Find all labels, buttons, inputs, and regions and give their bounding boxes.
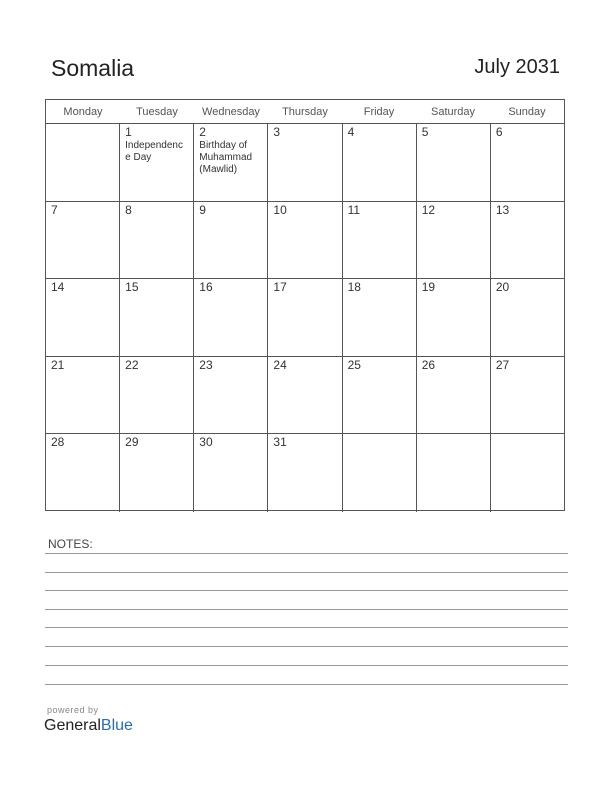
day-number: 6: [495, 125, 503, 139]
day-cell: [417, 279, 491, 356]
weekday-header: Tuesday: [136, 106, 178, 118]
day-number: 18: [347, 280, 361, 295]
day-cell: [120, 124, 194, 201]
day-cell: [194, 357, 268, 434]
notes-label: NOTES:: [48, 537, 93, 551]
day-number: 9: [199, 202, 206, 217]
day-number: 26: [421, 357, 436, 372]
day-number: 21: [51, 357, 65, 372]
note-line: [45, 665, 568, 666]
day-cell: [343, 434, 417, 512]
day-cell: [120, 202, 194, 279]
note-line: [45, 572, 568, 573]
note-line: [45, 609, 568, 610]
day-number: 22: [125, 357, 139, 372]
day-cell: [417, 357, 491, 434]
day-cell: [46, 434, 120, 512]
calendar-month-title: July 2031: [474, 56, 560, 78]
day-cell: [343, 202, 417, 279]
day-cell: [194, 279, 268, 356]
weekday-header: Saturday: [430, 106, 476, 118]
week-row: [46, 279, 564, 357]
day-number: 2: [199, 125, 206, 139]
day-cell: [491, 279, 564, 356]
week-row: [46, 202, 564, 280]
day-cell: [46, 279, 120, 356]
day-cell: [491, 357, 564, 434]
day-cell: [268, 279, 342, 356]
day-number: 31: [273, 435, 287, 450]
day-cell: [343, 124, 417, 201]
week-row: [46, 124, 564, 202]
powered-by-text: powered by: [47, 705, 99, 715]
day-number: 27: [495, 357, 510, 372]
weekday-header: Sunday: [508, 106, 546, 118]
weekday-header: Thursday: [282, 106, 328, 118]
day-number: 29: [125, 435, 139, 450]
day-number: 19: [421, 280, 436, 295]
calendar-grid: [45, 99, 565, 511]
day-number: 15: [125, 280, 139, 295]
day-cell: [491, 124, 564, 201]
day-number: 12: [421, 202, 436, 217]
brand-blue: Blue: [100, 717, 133, 734]
day-number: 16: [199, 280, 213, 295]
note-line: [45, 627, 568, 628]
holiday-label: Birthday of Muhammad (Mawlid): [199, 140, 253, 175]
day-number: 24: [273, 357, 287, 372]
day-cell: [120, 357, 194, 434]
day-number: 7: [51, 202, 58, 217]
brand-general: General: [44, 717, 101, 734]
day-number: 23: [199, 357, 213, 372]
day-cell: [120, 434, 194, 512]
weekday-header-row: [46, 100, 564, 124]
day-number: 17: [273, 280, 287, 295]
day-number: 13: [495, 202, 510, 217]
day-cell: [343, 279, 417, 356]
day-cell: [46, 124, 120, 201]
day-cell: [417, 434, 491, 512]
day-number: 30: [199, 435, 213, 450]
day-cell: [194, 202, 268, 279]
day-number: 20: [495, 280, 510, 295]
day-cell: [268, 357, 342, 434]
week-row: [46, 357, 564, 435]
day-number: 25: [347, 357, 361, 372]
day-cell: [46, 202, 120, 279]
day-cell: [46, 357, 120, 434]
day-cell: [417, 124, 491, 201]
note-line: [45, 590, 568, 591]
week-row: [46, 434, 564, 512]
day-cell: [491, 202, 564, 279]
day-number: 14: [51, 280, 65, 295]
day-number: 3: [273, 125, 281, 139]
weekday-header: Friday: [363, 106, 395, 118]
day-cell: [194, 124, 268, 201]
holiday-label: Independence Day: [125, 140, 183, 163]
brand-logo: [44, 717, 133, 735]
day-cell: [343, 357, 417, 434]
day-cell: [194, 434, 268, 512]
note-line: [45, 646, 568, 647]
day-number: 4: [347, 125, 355, 139]
day-number: 10: [273, 202, 287, 217]
note-line: [45, 684, 568, 685]
day-number: 28: [51, 435, 65, 450]
day-cell: [268, 202, 342, 279]
day-cell: [417, 202, 491, 279]
day-cell: [268, 124, 342, 201]
day-cell: [120, 279, 194, 356]
day-number: 5: [421, 125, 429, 139]
calendar-country-title: Somalia: [51, 55, 135, 81]
day-number: 1: [125, 125, 132, 139]
day-cell: [268, 434, 342, 512]
day-number: 11: [347, 202, 361, 217]
weekday-header: Wednesday: [202, 106, 260, 118]
weekday-header: Monday: [63, 106, 103, 118]
day-number: 8: [125, 202, 132, 217]
day-cell: [491, 434, 564, 512]
note-line: [45, 553, 568, 554]
